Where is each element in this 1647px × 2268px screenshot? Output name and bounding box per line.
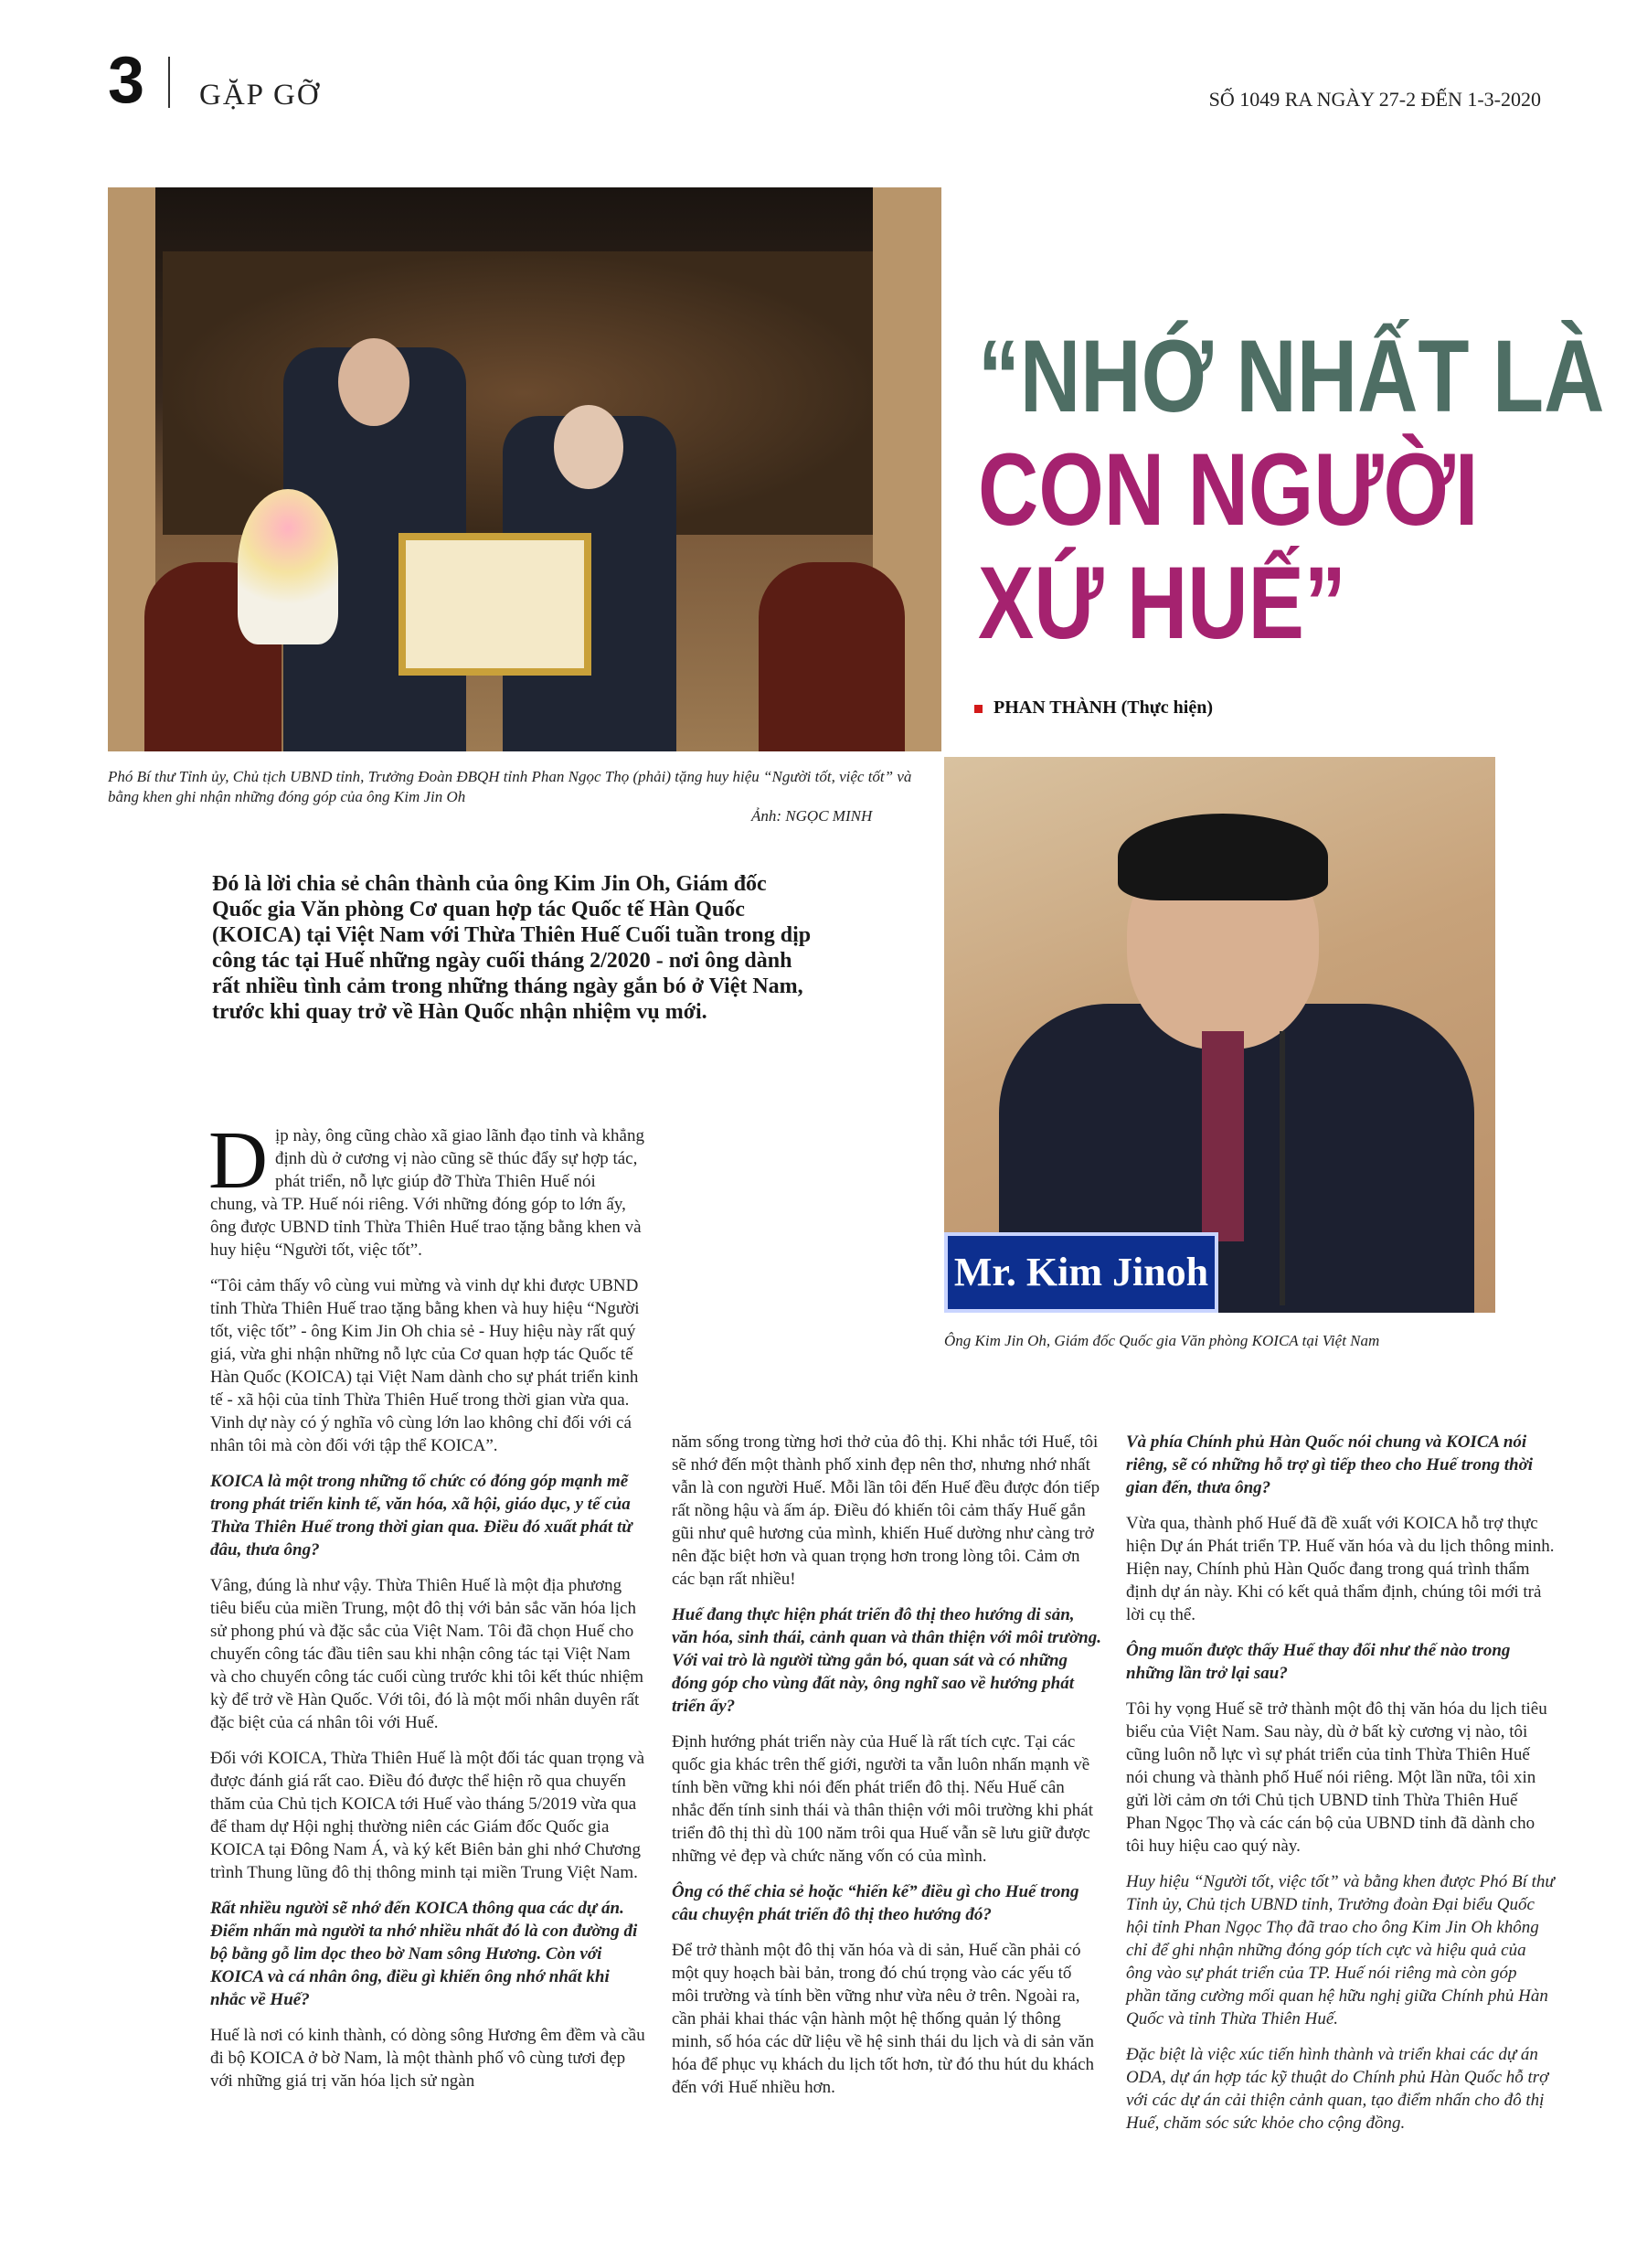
question: Ông có thể chia sẻ hoặc “hiến kế” điều gì cho Huế trong câu chuyện phát triển đô thị theo hướng đó? xyxy=(672,1882,1079,1924)
question: Rất nhiều người sẽ nhớ đến KOICA thông qua các dự án. Điểm nhấn mà người ta nhớ nhiều nhất đó là con đường đi bộ bằng gỗ lim dọc theo bờ Nam sông Hương. Còn với KOICA và cá nhân ông, điều gì khiến ông nhớ nhất khi nhắc về Huế? xyxy=(210,1899,638,2009)
title-line-3: XỨ HUẾ” xyxy=(978,546,1346,660)
byline xyxy=(974,697,1213,719)
paragraph: Vừa qua, thành phố Huế đã đề xuất với KOICA hỗ trợ thực hiện Dự án Phát triển TP. Huế văn hóa và du lịch thông minh. Hiện nay, Chính phủ Hàn Quốc đang trong quá trình thẩm định dự án này. Khi có kết quả thẩm định, chúng tôi mới trả lời cụ thể. xyxy=(1126,1514,1555,1624)
byline-marker xyxy=(974,705,983,713)
article-title xyxy=(978,320,1604,660)
column-1 xyxy=(208,1115,645,2105)
photo2-caption: Ông Kim Jin Oh, Giám đốc Quốc gia Văn phòng KOICA tại Việt Nam xyxy=(944,1332,1380,1349)
section-name: GẶP GỠ xyxy=(199,79,321,112)
award-ceremony-photo xyxy=(108,187,941,751)
paragraph: Đối với KOICA, Thừa Thiên Huế là một đối tác quan trọng và được đánh giá rất cao. Điều đó được thể hiện rõ qua chuyến thăm của Chủ tịch KOICA tới Huế vào tháng 5/2019 vừa qua để tham dự Hội nghị thường niên các Giám đốc Quốc gia KOICA tại Đông Nam Á, và ký kết Biên bản ghi nhớ Chương trình Thung lũng đô thị thông minh tại miền Trung Việt Nam. xyxy=(210,1749,645,1882)
closing-paragraph: Đặc biệt là việc xúc tiến hình thành và triển khai các dự án ODA, dự án hợp tác kỹ thuật do Chính phủ Hàn Quốc hỗ trợ với các dự án cải thiện cảnh quan, tạo điểm nhấn cho đô thị Huế, chăm sóc sức khỏe cho cộng đồng. xyxy=(1126,2045,1549,2133)
closing-paragraph: Huy hiệu “Người tốt, việc tốt” và bằng khen được Phó Bí thư Tỉnh ủy, Chủ tịch UBND tỉnh, Trưởng đoàn Đại biểu Quốc hội tỉnh Phan Ngọc Thọ đã trao cho ông Kim Jin Oh không chỉ để ghi nhận những đóng góp tích cực và hiệu quả của ông vào sự phát triển của TP. Huế nói riêng mà còn góp phần tăng cường mối quan hệ hữu nghị giữa Chính phủ Hàn Quốc và tỉnh Thừa Thiên Huế. xyxy=(1126,1872,1555,2028)
paragraph: “Tôi cảm thấy vô cùng vui mừng và vinh dự khi được UBND tỉnh Thừa Thiên Huế trao tặng bằng khen và huy hiệu “Người tốt, việc tốt” - ông Kim Jin Oh chia sẻ - Huy hiệu này rất quý giá, vừa ghi nhận những nỗ lực của Cơ quan hợp tác Quốc tế Hàn Quốc (KOICA) tại Việt Nam dành cho sự phát triển kinh tế - xã hội của tỉnh Thừa Thiên Huế trong thời gian vừa qua. Vinh dự này có ý nghĩa vô cùng lớn lao không chỉ đối với cá nhân tôi mà còn đối với tập thể KOICA”. xyxy=(210,1276,640,1455)
paragraph: Để trở thành một đô thị văn hóa và di sản, Huế cần phải có một quy hoạch bài bản, trong đó chú trọng vào các yếu tố môi trường và tính bền vững như vừa nêu ở trên. Ngoài ra, cần phải khai thác vận hành một hệ thống quản lý thông minh, số hóa các dữ liệu về hệ sinh thái du lịch và di sản văn hóa để phục vụ khách du lịch tốt hơn, từ đó thu hút du khách đến với Huế nhiều hơn. xyxy=(672,1941,1095,2097)
paragraph: Huế là nơi có kinh thành, có dòng sông Hương êm đềm và cầu đi bộ KOICA ở bờ Nam, là một thành phố vô cùng tươi đẹp với những giá trị văn hóa lịch sử ngàn xyxy=(210,2026,645,2091)
photo1-credit: Ảnh: NGỌC MINH xyxy=(751,807,873,825)
lead-paragraph: Đó là lời chia sẻ chân thành của ông Kim Jin Oh, Giám đốc Quốc gia Văn phòng Cơ quan hợp tác Quốc tế Hàn Quốc (KOICA) tại Việt Nam với Thừa Thiên Huế Cuối tuần trong dịp công tác tại Huế những ngày cuối tháng 2/2020 - nơi ông dành rất nhiều tình cảm trong những tháng ngày gắn bó ở Việt Nam, trước khi quay trở về Hàn Quốc nhận nhiệm vụ mới. xyxy=(212,872,812,1024)
column-2 xyxy=(672,1431,1101,2112)
paragraph: Tôi hy vọng Huế sẽ trở thành một đô thị văn hóa du lịch tiêu biểu của Việt Nam. Sau này, dù ở bất kỳ cương vị nào, tôi cũng luôn nỗ lực vì sự phát triển của tỉnh Thừa Thiên Huế nói chung và thành phố Huế nói riêng. Một lần nữa, tôi xin gửi lời cảm ơn tới Chủ tịch UBND tỉnh Thừa Thiên Huế Phan Ngọc Thọ và các cán bộ của UBND tỉnh đã dành cho tôi huy hiệu cao quý này. xyxy=(1126,1699,1547,1856)
question: Huế đang thực hiện phát triển đô thị theo hướng di sản, văn hóa, sinh thái, cảnh quan và thân thiện với môi trường. Với vai trò là người từng gắn bó, quan sát và có những đóng góp cho vùng đất này, ông nghĩ sao về hướng phát triển ấy? xyxy=(672,1605,1101,1716)
portrait-photo xyxy=(944,757,1495,1313)
paragraph: năm sống trong từng hơi thở của đô thị. Khi nhắc tới Huế, tôi sẽ nhớ đến một thành phố xinh đẹp nên thơ, nhưng nhớ nhất vẫn là con người Huế. Mỗi lần tôi đến Huế đều được đón tiếp rất nồng hậu và ấm áp. Điều đó khiến tôi cảm thấy Huế gắn gũi như quê hương của mình, khiến Huế dường như càng trở nên đặc biệt hơn và quan trọng hơn trong lòng tôi. Cảm ơn các bạn rất nhiều! xyxy=(672,1432,1100,1589)
nameplate: Mr. Kim Jinoh xyxy=(944,1232,1218,1313)
drop-cap: D xyxy=(208,1115,268,1206)
photo1-caption: Phó Bí thư Tỉnh ủy, Chủ tịch UBND tỉnh, Trưởng Đoàn ĐBQH tỉnh Phan Ngọc Thọ (phải) tặng huy hiệu “Người tốt, việc tốt” và bằng khen ghi nhận những đóng góp của ông Kim Jin Oh xyxy=(108,768,912,805)
page-number: 3 xyxy=(108,44,145,117)
title-line-1: “NHỚ NHẤT LÀ xyxy=(978,319,1605,433)
header-divider xyxy=(168,57,170,108)
question: Và phía Chính phủ Hàn Quốc nói chung và KOICA nói riêng, sẽ có những hỗ trợ gì tiếp theo cho Huế trong thời gian đến, thưa ông? xyxy=(1126,1432,1534,1497)
issue-info: SỐ 1049 RA NGÀY 27-2 ĐẾN 1-3-2020 xyxy=(1208,88,1541,111)
byline-text: PHAN THÀNH (Thực hiện) xyxy=(994,697,1213,718)
paragraph: Dịp này, ông cũng chào xã giao lãnh đạo tỉnh và khẳng định dù ở cương vị nào cũng sẽ thúc đẩy sự hợp tác, phát triển, nỗ lực giúp đỡ Thừa Thiên Huế nói chung, và TP. Huế nói riêng. Với những đóng góp to lớn ấy, ông được UBND tỉnh Thừa Thiên Huế trao tặng bằng khen và huy hiệu “Người tốt, việc tốt”. xyxy=(208,1115,644,1260)
paragraph: Vâng, đúng là như vậy. Thừa Thiên Huế là một địa phương tiêu biểu của miền Trung, một đô thị với bản sắc văn hóa lịch sử phong phú và đặc sắc của Việt Nam. Tôi đã chọn Huế cho chuyến công tác đầu tiên sau khi nhận công tác tại Việt Nam và cho chuyến công tác cuối cùng trước khi tôi kết thúc nhiệm kỳ để trở về Hàn Quốc. Với tôi, đó là một mối nhân duyên rất đặc biệt của cá nhân tôi với Huế. xyxy=(210,1576,644,1732)
paragraph: Định hướng phát triển này của Huế là rất tích cực. Tại các quốc gia khác trên thế giới, người ta vẫn luôn nhấn mạnh về tính bền vững khi nói đến phát triển đô thị. Nếu Huế cân nhắc đến tính sinh thái và thân thiện với môi trường khi phát triển đô thị thì dù 100 năm trôi qua Huế vẫn sẽ lưu giữ được những vẻ đẹp và chức năng vốn có của mình. xyxy=(672,1732,1093,1866)
column-3 xyxy=(1126,1431,1556,2147)
question: Ông muốn được thấy Huế thay đổi như thế nào trong những lần trở lại sau? xyxy=(1126,1641,1511,1683)
title-line-2: CON NGƯỜI xyxy=(978,432,1479,547)
question: KOICA là một trong những tổ chức có đóng góp mạnh mẽ trong phát triển kinh tế, văn hóa, xã hội, giáo dục, y tế của Thừa Thiên Huế trong thời gian qua. Điều đó xuất phát từ đâu, thưa ông? xyxy=(210,1472,632,1560)
